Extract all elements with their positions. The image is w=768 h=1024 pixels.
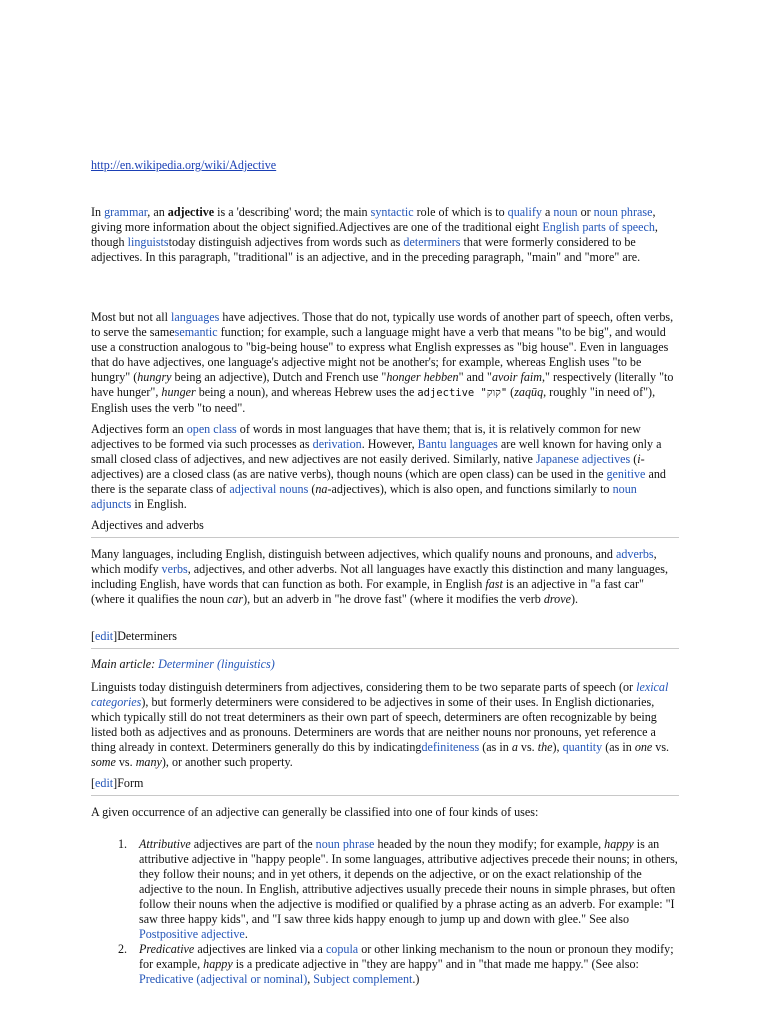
main-article-hatnote [91,657,679,672]
inline-link[interactable]: open class [186,422,237,436]
inline-link[interactable]: derivation [312,437,362,451]
intro-paragraph [91,205,679,265]
list-item-text [139,837,678,941]
determiners-paragraph [91,680,679,770]
section-heading-determiners [91,629,679,649]
text-run: ," respectively (literally "to have hunger", [91,370,674,399]
text-run: of words in most languages that have them; that is, it is relatively common for new adjectives to be formed via such processes as [91,422,641,451]
section-heading-text: Adjectives and adverbs [91,518,204,532]
text-run: that were formerly considered to be adjectives. In this paragraph, "traditional" is an adjective, and in the preceding paragraph, "main" and "more" are. [91,235,641,264]
text-run: or [577,205,594,219]
inline-link[interactable]: Subject complement [313,972,413,986]
text-run: vs. [517,740,538,754]
inline-link[interactable]: English parts of speech [542,220,655,234]
text-run: have adjectives. Those that do not, typically use words of another part of speech, often verbs, to serve the same [91,310,674,339]
inline-code-text: adjective "קוק" [417,387,508,399]
text-run: in English. [131,497,187,511]
inline-link[interactable]: quantity [562,740,603,754]
inline-link[interactable]: lexical categories [91,680,669,709]
text-run: , adjectives, and other adverbs. Not all languages have exactly this distinction and many languages, including English, have words that can function as both. For example, in English [91,562,668,591]
list-item [91,942,679,987]
inline-link[interactable]: Predicative (adjectival or nominal) [139,972,308,986]
inline-link[interactable]: syntactic [370,205,414,219]
text-run: adjective [167,205,215,219]
languages-paragraph [91,310,679,416]
text-run: is an adjective in "a fast car" (where it qualifies the noun [91,577,644,606]
text-run: a [511,740,518,754]
text-run: is a 'describing' word; the main [214,205,371,219]
text-run: Predicative [139,942,195,956]
main-article-link[interactable]: Determiner (linguistics) [158,657,275,671]
section-heading-form [91,776,679,796]
text-run: ( [308,482,316,496]
inline-link[interactable]: noun phrase [315,837,375,851]
text-run: .) [412,972,420,986]
text-run: ), but formerly determiners were considered to be adjectives in some of their uses. In English dictionaries, which typically still do not treat determiners as their own part of speech, determiners are often recognizable by being listed both as adjectives and as pronouns. Determiners are words that are neither nouns nor pronouns, yet reference a thing already in context. Determiners generally do this by indicating [91,695,657,754]
text-run: vs. [652,740,670,754]
section-heading-text: Determiners [117,629,177,643]
text-run: , roughly "in need of"), English uses the verb "to need". [91,385,656,415]
text-run: one [634,740,653,754]
inline-link[interactable]: adverbs [615,547,654,561]
text-run: Attributive [139,837,191,851]
list-item [91,837,679,942]
inline-link[interactable]: verbs [161,562,188,576]
text-run: headed by the noun they modify; for example, [374,837,605,851]
inline-link[interactable]: languages [170,310,220,324]
text-run: ), or another such property. [161,755,293,769]
text-run: or other linking mechanism to the noun or pronoun they modify; for example, [139,942,674,971]
form-paragraph [91,805,679,820]
text-run: is a predicate adjective in "they are happy" and in "that made me happy." (See also: [232,957,639,971]
text-run: role of which is to [413,205,508,219]
inline-link[interactable]: grammar [104,205,148,219]
text-run: zaqūq [514,385,544,399]
text-run: In [91,205,105,219]
inline-link[interactable]: Bantu languages [417,437,498,451]
text-run: and there is the separate class of [91,467,666,496]
adverbs-paragraph [91,547,679,607]
text-run: avoir faim [491,370,543,384]
text-run: i [637,452,641,466]
list-item-number: 1. [118,837,128,851]
inline-link[interactable]: linguists [127,235,169,249]
section-heading-text: Form [117,776,144,790]
open-class-paragraph [91,422,679,512]
inline-link[interactable]: semantic [174,325,218,339]
text-run: hungry [137,370,172,384]
text-run: , giving more information about the object signified.Adjectives are one of the traditional eight [91,205,656,234]
inline-link[interactable]: adjectival nouns [229,482,309,496]
text-run: na [315,482,328,496]
inline-link[interactable]: noun adjuncts [91,482,637,511]
text-run: Most but not all [91,310,171,324]
inline-link[interactable]: noun [553,205,578,219]
main-article-label: Main article: [91,657,159,671]
text-run: (as in [479,740,512,754]
text-run: A given occurrence of an adjective can generally be classified into one of four kinds of uses: [91,805,539,819]
text-run: are well known for having only a small closed class of adjectives, and new adjectives are not easily derived. Similarly, native [91,437,662,466]
text-run: ( [630,452,638,466]
text-run: , which modify [91,547,657,576]
text-run: a [541,205,554,219]
text-run: being a noun), and whereas Hebrew uses the [195,385,418,399]
edit-link-open-bracket: [ [91,776,96,790]
text-run: adjectives are part of the [190,837,316,851]
text-run: ), but an adverb in "he drove fast" (where it modifies the verb [243,592,544,606]
text-run: happy [203,957,233,971]
text-run: Adjectives form an [91,422,187,436]
edit-link-determiners[interactable]: edit [95,629,114,643]
text-run: -adjectives) are a closed class (as are native verbs), though nouns (which are open class) can be used in the [91,452,645,481]
list-item-text [139,942,674,986]
text-run: " and " [458,370,492,384]
text-run: many [135,755,162,769]
text-run: Many languages, including English, distinguish between adjectives, which qualify nouns and pronouns, and [91,547,616,561]
list-item-number: 2. [118,942,128,956]
adjective-uses-list [91,837,679,987]
text-run: vs. [115,755,136,769]
text-run: (as in [602,740,635,754]
text-run: car [227,592,244,606]
edit-link-close-bracket: ] [113,776,118,790]
source-url-line [91,158,679,173]
inline-link[interactable]: Postpositive adjective [139,927,245,941]
text-run: the [537,740,553,754]
inline-link[interactable]: determiners [403,235,461,249]
text-run: function; for example, such a language might have a verb that means "to be big", and would use a construction analogous to "big-being house" to express what English expresses as "big house". Even in languages that do have adjectives, one language's adjective might not be another's; for example, whereas English uses "to be hungry" ( [91,325,669,384]
text-run: adjectives are linked via a [194,942,326,956]
text-run: is an attributive adjective in "happy people". In some languages, attributive adjectives precede their nouns; in others, they follow their nouns; and in yet others, it depends on the adjective, or on the exact relationship of the adjective to the noun. In English, attributive adjectives usually precede their nouns in simple phrases, but often follow their nouns when the adjective is modified or qualified by a phrase acting as an adverb. For example: "I saw three happy kids", and "I saw three kids happy enough to jump up and down with glee." See also [139,837,678,926]
text-run: drove [543,592,571,606]
text-run: , an [147,205,168,219]
text-run: Linguists today distinguish determiners from adjectives, considering them to be two separate parts of speech (or [91,680,637,694]
inline-link[interactable]: Japanese adjectives [535,452,631,466]
edit-link-open-bracket: [ [91,629,96,643]
text-run: , [307,972,314,986]
inline-link[interactable]: genitive [606,467,646,481]
section-heading-adjectives-adverbs [91,518,679,538]
text-run: , though [91,220,658,249]
text-run: ( [507,385,515,399]
source-url-link[interactable]: http://en.wikipedia.org/wiki/Adjective [91,158,277,172]
text-run: ). [570,592,578,606]
inline-link[interactable]: copula [325,942,359,956]
text-run: . [244,927,248,941]
text-run: happy [604,837,634,851]
text-run: -adjectives), which is also open, and functions similarly to [327,482,613,496]
text-run: ), [552,740,563,754]
inline-link[interactable]: qualify [507,205,542,219]
text-run: some [91,755,116,769]
text-run: today distinguish adjectives from words such as [168,235,404,249]
inline-link[interactable]: noun phrase [593,205,653,219]
edit-link-form[interactable]: edit [95,776,114,790]
inline-link[interactable]: definiteness [421,740,480,754]
text-run: being an adjective), Dutch and French use " [171,370,387,384]
text-run: fast [485,577,503,591]
text-run: . However, [361,437,418,451]
edit-link-close-bracket: ] [113,629,118,643]
text-run: honger hebben [386,370,459,384]
text-run: hunger [161,385,196,399]
